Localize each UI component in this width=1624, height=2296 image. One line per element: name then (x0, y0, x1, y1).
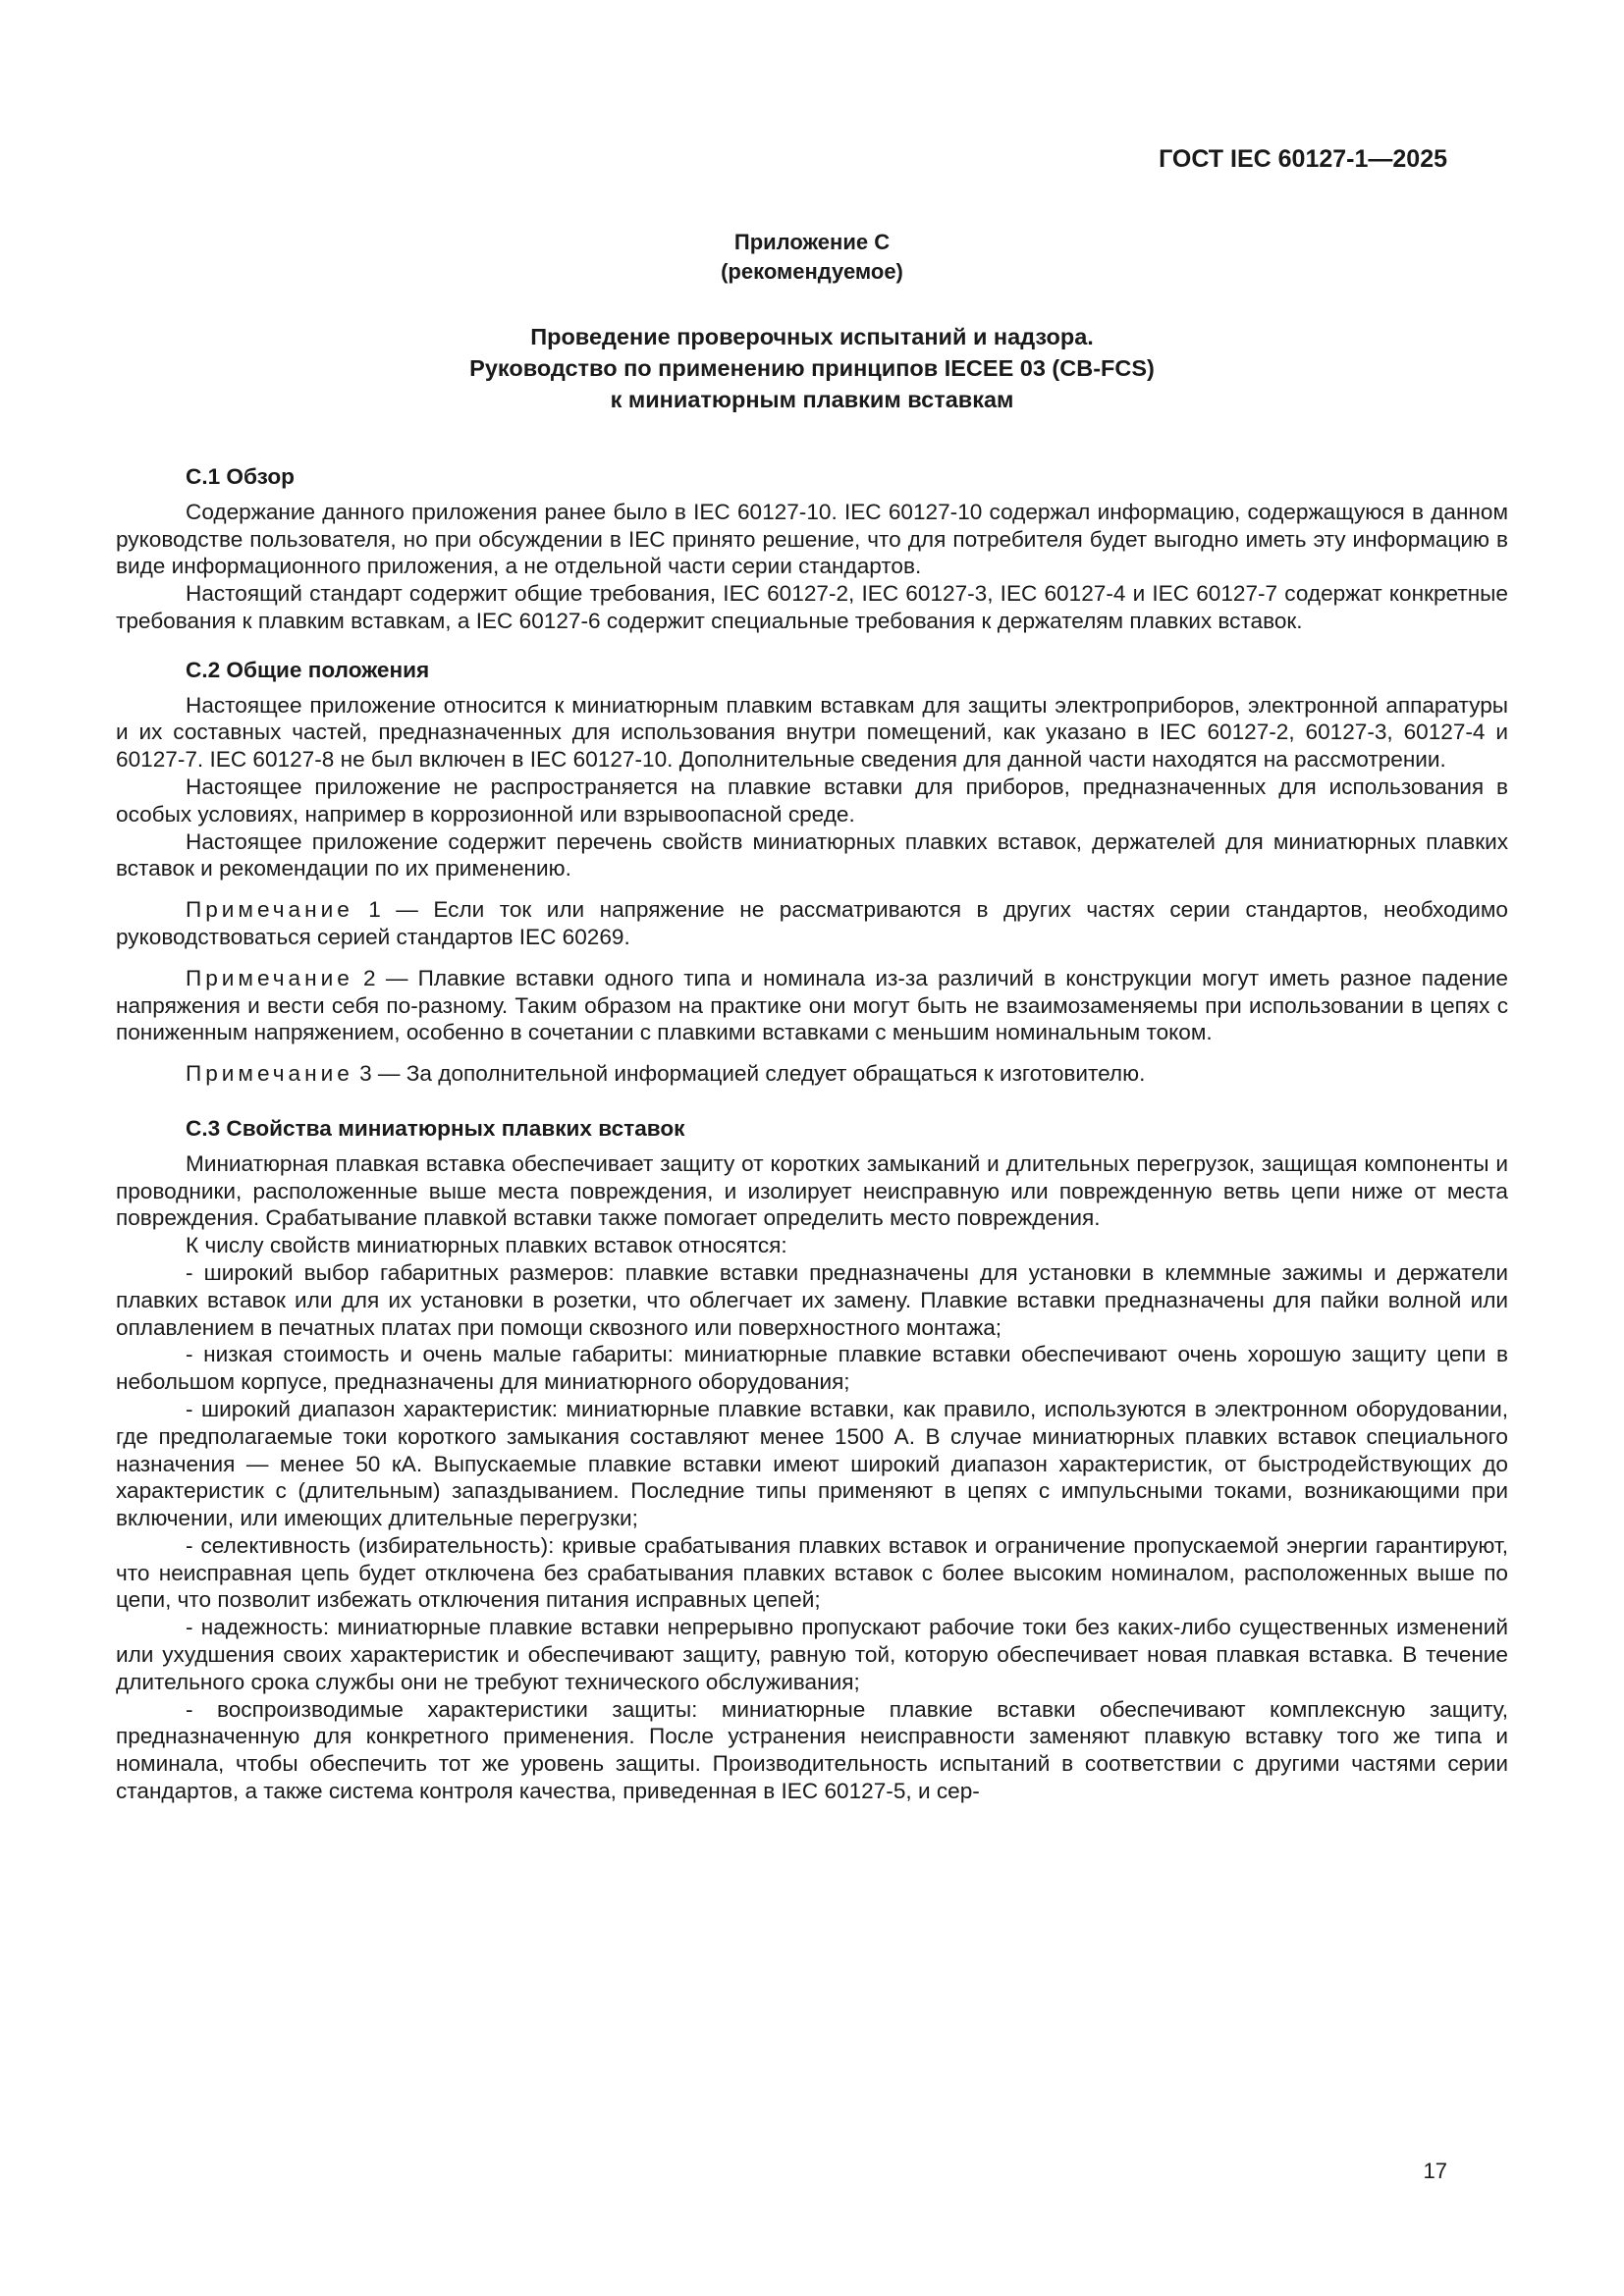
list-item: - широкий диапазон характеристик: миниатюрные плавкие вставки, как правило, используются в электронном оборудовании, где предполагаемые токи короткого замыкания составляют менее 1500 А. В случае миниатюрных плавких вставок специального назначения — менее 50 кА. Выпускаемые плавкие вставки имеют широкий диапазон характеристик, от быстродействующих до характеристик с (длительным) запаздыванием. Последние типы применяют в цепях с импульсными токами, возникающими при включении, или имеющих длительные перегрузки; (116, 1396, 1508, 1531)
document-code: ГОСТ IEC 60127-1—2025 (1159, 145, 1447, 173)
paragraph: Содержание данного приложения ранее было в IEC 60127-10. IEC 60127-10 содержал информацию, содержащуюся в данном руководстве пользователя, но при обсуждении в IEC принято решение, что для потребителя будет выгодно иметь эту информацию в виде информационного приложения, а не отдельной части серии стандартов. (116, 499, 1508, 579)
note-text: 1 — Если ток или напряжение не рассматриваются в других частях серии стандартов, необходимо руководствоваться серией стандартов IEC 60269. (116, 897, 1508, 949)
title-line-2: Руководство по применению принципов IECEE 03 (CB-FCS) (469, 355, 1155, 381)
note-1 (116, 896, 1508, 951)
body-content (116, 463, 1508, 1805)
paragraph: Настоящее приложение содержит перечень свойств миниатюрных плавких вставок, держателей для миниатюрных плавких вставок и рекомендации по их применению. (116, 828, 1508, 881)
list-item: - селективность (избирательность): кривые срабатывания плавких вставок и ограничение пропускаемой энергии гарантируют, что неисправная цепь будет отключена без срабатывания плавких вставок с более высоким номиналом, расположенных выше по цепи, что позволит избежать отключения питания исправных цепей; (116, 1532, 1508, 1613)
paragraph: Настоящее приложение относится к миниатюрным плавким вставкам для защиты электроприборов, электронной аппаратуры и их составных частей, предназначенных для использования внутри помещений, как указано в IEC 60127-2, 60127-3, 60127-4 и 60127-7. IEC 60127-8 не был включен в IEC 60127-10. Дополнительные сведения для данной части находятся на рассмотрении. (116, 692, 1508, 773)
list-item: - низкая стоимость и очень малые габариты: миниатюрные плавкие вставки обеспечивают очень хорошую защиту цепи в небольшом корпусе, предназначены для миниатюрного оборудования; (116, 1342, 1508, 1395)
title-line-3: к миниатюрным плавким вставкам (610, 387, 1014, 412)
note-word: Примечание (186, 1061, 353, 1087)
paragraph: К числу свойств миниатюрных плавких вставок относятся: (186, 1233, 787, 1258)
section-heading-c3: С.3 Свойства миниатюрных плавких вставок (186, 1115, 685, 1141)
list-item: - широкий выбор габаритных размеров: плавкие вставки предназначены для установки в клеммные зажимы и держатели плавких вставок или для их установки в розетки, что облегчает их замену. Плавкие вставки предназначены для пайки волной или оплавлением в печатных платах при помощи сквозного или поверхностного монтажа; (116, 1259, 1508, 1340)
annex-status: (рекомендуемое) (721, 259, 903, 284)
list-item: - надежность: миниатюрные плавкие вставки непрерывно пропускают рабочие токи без каких-либо существенных изменений или ухудшения своих характеристик и обеспечивают защиту, равную той, которую обеспечивает новая плавкая вставка. В течение длительного срока службы они не требуют технического обслуживания; (116, 1615, 1508, 1694)
annex-heading (116, 228, 1508, 287)
title-line-1: Проведение проверочных испытаний и надзора. (530, 324, 1094, 349)
paragraph: Настоящий стандарт содержит общие требования, IEC 60127-2, IEC 60127-3, IEC 60127-4 и IEC 60127-7 содержат конкретные требования к плавким вставкам, а IEC 60127-6 содержит специальные требования к держателям плавких вставок. (116, 581, 1508, 633)
note-2 (116, 965, 1508, 1046)
page-number: 17 (1423, 2159, 1447, 2183)
note-word: Примечание (186, 965, 353, 990)
list-item: - воспроизводимые характеристики защиты: миниатюрные плавкие вставки обеспечивают комплексную защиту, предназначенную для конкретного применения. После устранения неисправности заменяют плавкую вставку того же типа и номинала, чтобы обеспечить тот же уровень защиты. Производительность испытаний в соответствии с другими частями серии стандартов, а также система контроля качества, приведенная в IEC 60127-5, и сер- (116, 1696, 1508, 1804)
note-text: 2 — Плавкие вставки одного типа и номинала из-за различий в конструкции могут иметь разное падение напряжения и вести себя по-разному. Таким образом на практике они могут быть не взаимозаменяемы при использовании в цепях с пониженным напряжением, особенно в сочетании с плавкими вставками с меньшим номинальным током. (116, 965, 1508, 1045)
annex-label: Приложение С (733, 230, 891, 254)
note-text: 3 — За дополнительной информацией следует обращаться к изготовителю. (359, 1061, 1146, 1087)
paragraph: Миниатюрная плавкая вставка обеспечивает защиту от коротких замыканий и длительных перегрузок, защищая компоненты и проводники, расположенные выше места повреждения, и изолирует неисправную или поврежденную ветвь цепи ниже от места повреждения. Срабатывание плавкой вставки также помогает определить место повреждения. (116, 1150, 1508, 1231)
annex-title (116, 321, 1508, 415)
note-word: Примечание (186, 897, 353, 923)
section-heading-c2: С.2 Общие положения (186, 657, 430, 682)
note-3 (116, 1060, 1508, 1088)
paragraph: Настоящее приложение не распространяется на плавкие вставки для приборов, предназначенных для использования в особых условиях, например в коррозионной или взрывоопасной среде. (116, 774, 1508, 827)
section-heading-c1: С.1 Обзор (186, 464, 295, 489)
